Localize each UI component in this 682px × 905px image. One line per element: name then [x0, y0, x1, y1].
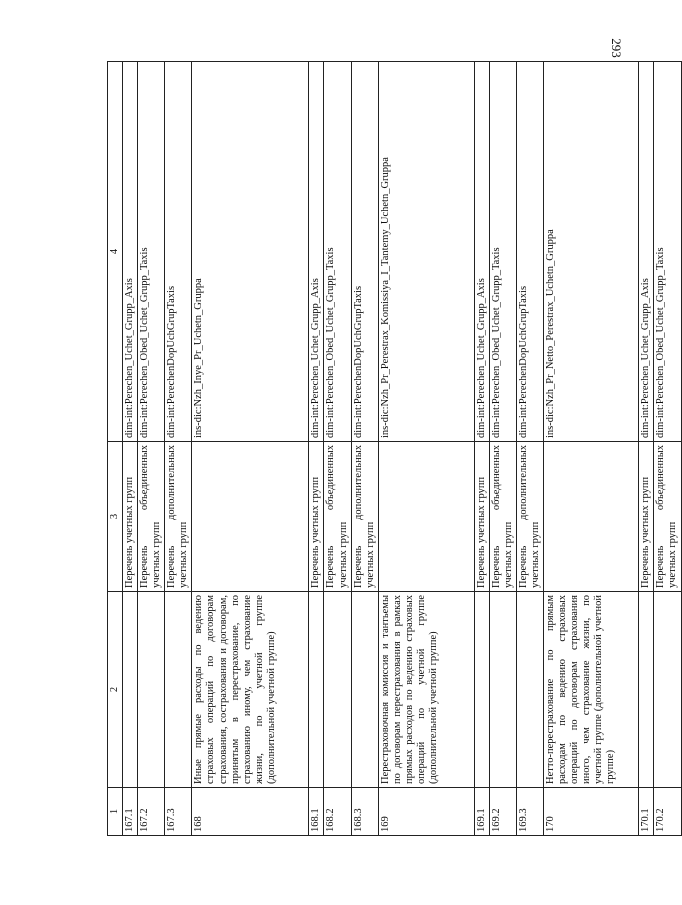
table-row	[544, 62, 639, 836]
row-code: dim-int:PerechenDopUchGrupTaxis	[351, 62, 378, 442]
table-row	[516, 62, 543, 836]
row-code: dim-int:Perechen_Uchet_Grupp_Axis	[474, 62, 489, 442]
header-col-2: 2	[108, 592, 123, 788]
table-row	[378, 62, 474, 836]
row-list-name: Перечень учетных групп	[309, 442, 324, 592]
rotated-table-frame	[107, 62, 679, 836]
row-list-name: Перечень объединенных учетных групп	[489, 442, 516, 592]
header-col-4: 4	[108, 62, 123, 442]
row-list-name	[378, 442, 474, 592]
row-list-name: Перечень дополнительных учетных групп	[516, 442, 543, 592]
row-code: dim-int:Perechen_Obed_Uchet_Grupp_Taxis	[324, 62, 351, 442]
row-list-name: Перечень объединенных учетных групп	[324, 442, 351, 592]
row-description	[639, 592, 654, 788]
document-table	[107, 61, 682, 836]
table-header-row	[108, 62, 123, 836]
row-description: Нетто-перестрахование по прямым расходам по ведению страховых операций по договорам страхования иного, чем страхование жизни, по учетной группе (дополнительной учетной группе)	[544, 592, 639, 788]
table-row	[165, 62, 192, 836]
row-code: dim-int:Perechen_Uchet_Grupp_Axis	[123, 62, 138, 442]
row-number: 167.2	[138, 788, 165, 836]
row-number: 169.3	[516, 788, 543, 836]
row-description	[123, 592, 138, 788]
row-number: 167.3	[165, 788, 192, 836]
row-description	[324, 592, 351, 788]
row-description	[489, 592, 516, 788]
row-code: dim-int:Perechen_Obed_Uchet_Grupp_Taxis	[138, 62, 165, 442]
row-number: 168.1	[309, 788, 324, 836]
row-number: 168	[192, 788, 309, 836]
row-list-name: Перечень учетных групп	[474, 442, 489, 592]
row-list-name	[544, 442, 639, 592]
row-description: Перестраховочная комиссия и тантьемы по договорам перестрахования в рамках прямых расходов по ведению страховых операций по учетной группе (дополнительной учетной группе)	[378, 592, 474, 788]
row-description: Иные прямые расходы по ведению страховых операций по договорам страхования, сострахования и договорам, принятым в перестрахование, по страхованию иному, чем страхование жизни, по учетной группе (дополнительной учетной группе)	[192, 592, 309, 788]
row-number: 169.2	[489, 788, 516, 836]
row-code: dim-int:Perechen_Uchet_Grupp_Axis	[639, 62, 654, 442]
row-number: 167.1	[123, 788, 138, 836]
table-row	[474, 62, 489, 836]
row-list-name: Перечень учетных групп	[123, 442, 138, 592]
table-body	[123, 62, 682, 836]
row-code: ins-dic:Nzh_Pr_Netto_Perestrax_Uchetn_Gruppa	[544, 62, 639, 442]
row-code: ins-dic:Nzh_Pr_Perestrax_Komissiya_I_Tantemy_Uchetn_Gruppa	[378, 62, 474, 442]
table-row	[639, 62, 654, 836]
row-code: dim-int:Perechen_Uchet_Grupp_Axis	[309, 62, 324, 442]
row-number: 170.2	[654, 788, 682, 836]
table-row	[309, 62, 324, 836]
page-number: 293	[609, 38, 624, 58]
row-list-name: Перечень объединенных учетных групп	[138, 442, 165, 592]
row-number: 170	[544, 788, 639, 836]
table-row	[324, 62, 351, 836]
header-col-3: 3	[108, 442, 123, 592]
row-list-name: Перечень объединенных учетных групп	[654, 442, 682, 592]
row-list-name	[192, 442, 309, 592]
row-number: 168.3	[351, 788, 378, 836]
table-row	[123, 62, 138, 836]
row-description	[351, 592, 378, 788]
row-description	[654, 592, 682, 788]
row-code: dim-int:Perechen_Obed_Uchet_Grupp_Taxis	[654, 62, 682, 442]
row-description	[309, 592, 324, 788]
row-code: dim-int:PerechenDopUchGrupTaxis	[516, 62, 543, 442]
row-description	[138, 592, 165, 788]
table-row	[489, 62, 516, 836]
table-row	[351, 62, 378, 836]
row-description	[516, 592, 543, 788]
row-description	[165, 592, 192, 788]
row-list-name: Перечень дополнительных учетных групп	[351, 442, 378, 592]
row-code: dim-int:Perechen_Obed_Uchet_Grupp_Taxis	[489, 62, 516, 442]
row-code: ins-dic:Nzh_Inye_Pr_Uchetn_Gruppa	[192, 62, 309, 442]
row-number: 169	[378, 788, 474, 836]
row-number: 169.1	[474, 788, 489, 836]
row-code: dim-int:PerechenDopUchGrupTaxis	[165, 62, 192, 442]
row-number: 170.1	[639, 788, 654, 836]
row-list-name: Перечень дополнительных учетных групп	[165, 442, 192, 592]
row-description	[474, 592, 489, 788]
table-row	[654, 62, 682, 836]
table-row	[138, 62, 165, 836]
table-row	[192, 62, 309, 836]
header-col-1: 1	[108, 788, 123, 836]
row-number: 168.2	[324, 788, 351, 836]
row-list-name: Перечень учетных групп	[639, 442, 654, 592]
